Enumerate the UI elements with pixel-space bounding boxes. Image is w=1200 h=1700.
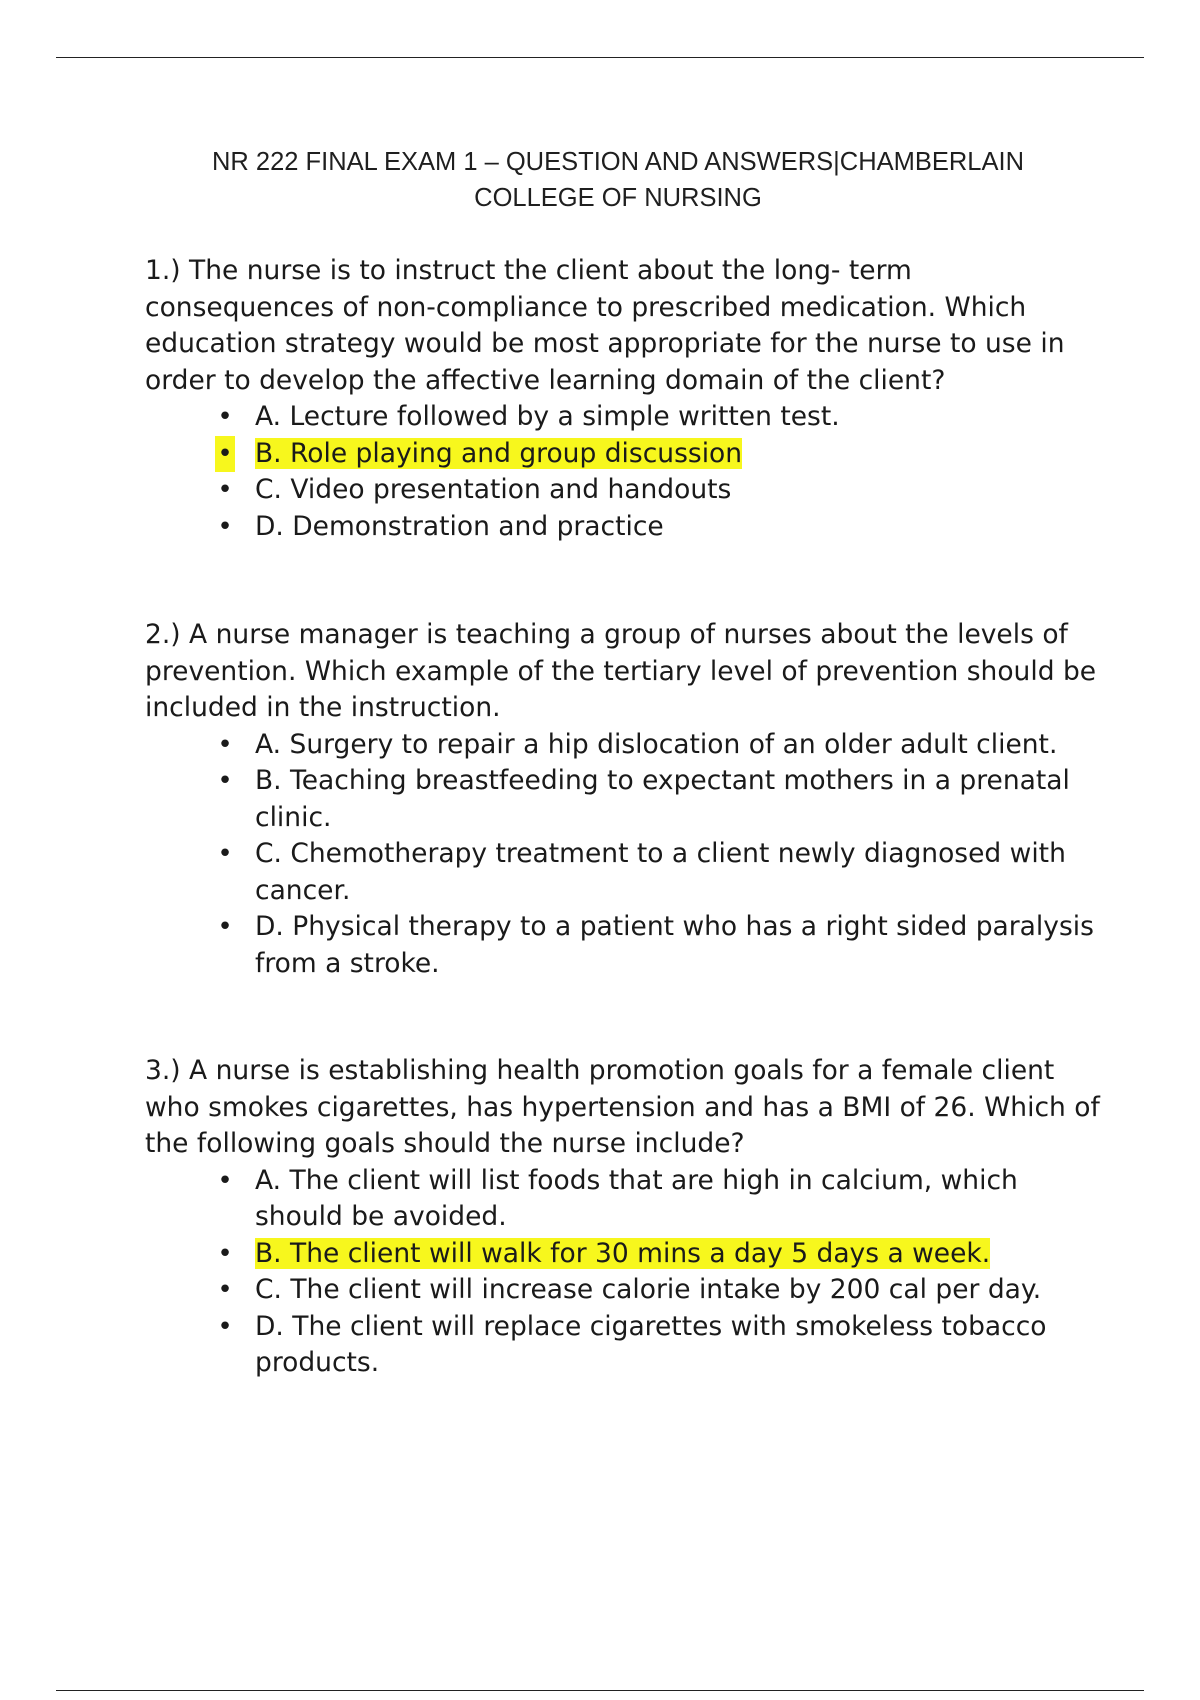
bullet-icon: •	[217, 766, 233, 796]
option-text: D. Demonstration and practice	[255, 510, 664, 542]
bullet-icon: •	[217, 1165, 233, 1196]
option-b-correct	[145, 1236, 1100, 1273]
option-text: C. Chemotherapy treatment to a client newly diagnosed with cancer.	[255, 838, 1066, 906]
option-text: B. Teaching breastfeeding to expectant mothers in a prenatal clinic.	[255, 765, 1070, 833]
question-stem: 1.) The nurse is to instruct the client about the long- term consequences of non-compliance to prescribed medication. Which education strategy would be most appropriate for the nurse to use in order to develop the affective learning domain of the client?	[145, 255, 1065, 396]
option-text: A. The client will list foods that are high in calcium, which should be avoided.	[255, 1164, 1018, 1232]
option-d	[145, 509, 1100, 546]
bullet-icon: •	[217, 475, 233, 505]
option-d	[145, 909, 1100, 982]
option-text: C. Video presentation and handouts	[255, 474, 732, 505]
title-line-1: NR 222 FINAL EXAM 1 – QUESTION AND ANSWERS|CHAMBERLAIN	[212, 148, 1024, 176]
option-text: A. Lecture followed by a simple written test.	[255, 401, 840, 432]
question-1	[145, 253, 1100, 545]
footer-rule	[56, 1690, 1144, 1691]
option-c	[145, 836, 1100, 909]
option-b	[145, 763, 1100, 836]
option-c	[145, 472, 1100, 509]
answer-options	[145, 399, 1100, 545]
option-text: A. Surgery to repair a hip dislocation of an older adult client.	[255, 728, 1058, 760]
question-2	[145, 617, 1100, 982]
option-d	[145, 1309, 1100, 1382]
option-c	[145, 1272, 1100, 1309]
option-text: D. Physical therapy to a patient who has a right sided paralysis from a stroke.	[255, 911, 1094, 979]
option-text: C. The client will increase calorie intake by 200 cal per day.	[255, 1274, 1042, 1305]
bullet-icon: •	[215, 436, 235, 473]
bullet-icon: •	[217, 912, 233, 942]
bullet-icon: •	[217, 511, 233, 542]
option-text: D. The client will replace cigarettes with smokeless tobacco products.	[255, 1310, 1047, 1378]
question-stem: 3.) A nurse is establishing health promotion goals for a female client who smokes cigarettes, has hypertension and has a BMI of 26. Which of the following goals should the nurse include?	[145, 1055, 1100, 1159]
bullet-icon: •	[217, 1311, 233, 1342]
header-rule	[56, 57, 1144, 58]
bullet-icon: •	[217, 839, 233, 869]
question-3	[145, 1053, 1100, 1382]
bullet-icon: •	[217, 1275, 233, 1305]
option-b-correct	[145, 436, 1100, 473]
bullet-icon: •	[217, 729, 233, 760]
option-a	[145, 727, 1100, 764]
document-title	[120, 144, 1116, 216]
option-a	[145, 399, 1100, 436]
question-stem: 2.) A nurse manager is teaching a group of nurses about the levels of prevention. Which example of the tertiary level of prevention should be included in the instruction.	[145, 619, 1097, 723]
bullet-icon: •	[217, 1238, 233, 1269]
title-line-2: COLLEGE OF NURSING	[474, 184, 762, 212]
option-a	[145, 1163, 1100, 1236]
answer-options	[145, 727, 1100, 983]
option-text: B. The client will walk for 30 mins a day 5 days a week.	[255, 1237, 991, 1269]
answer-options	[145, 1163, 1100, 1382]
option-text: B. Role playing and group discussion	[255, 437, 743, 469]
bullet-icon: •	[217, 402, 233, 432]
